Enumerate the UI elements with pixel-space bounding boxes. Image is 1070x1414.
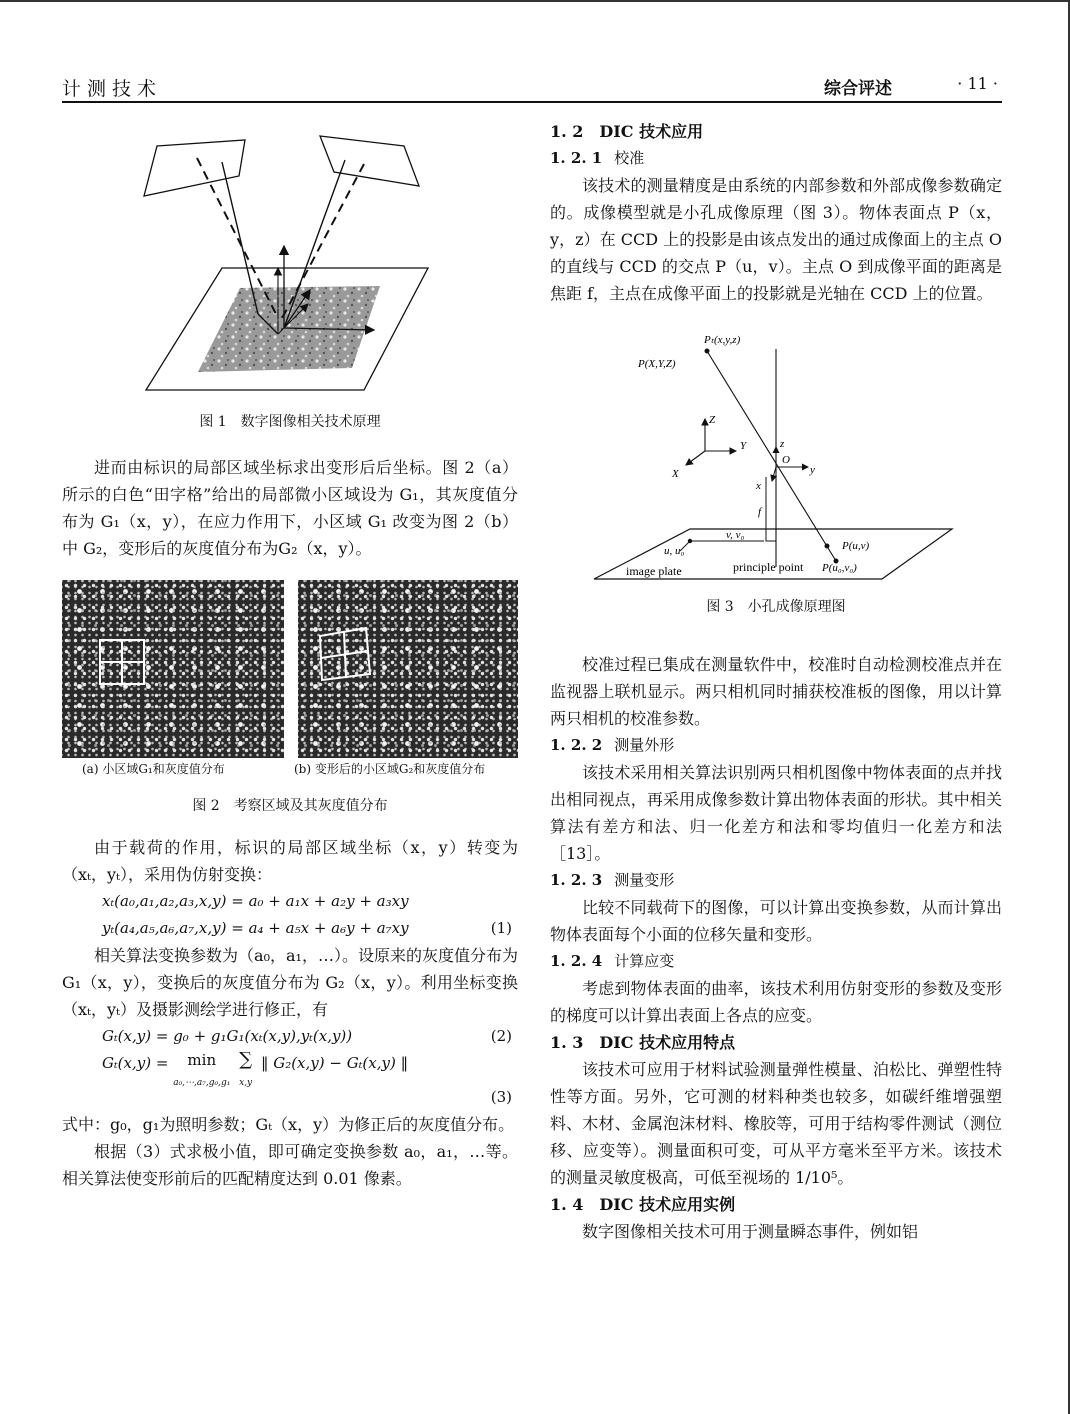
grid-marker-b [298, 580, 518, 758]
journal-name: 计测技术 [62, 78, 163, 100]
subsection-heading [550, 867, 1002, 894]
label-principle-point: principle point [733, 560, 804, 574]
paragraph: 该技术可应用于材料试验测量弹性模量、泊松比、弹塑性特性等方面。另外，它可测的材料种类也较多，如碳纤维增强塑料、木材、金属泡沫材料、橡胶等，可用于结构零件测试（测位移、应变等）。测量面积可变，可从平方毫米至平方米。该技术的测量灵敏度极高，可低至视场的 1/10⁵。 [550, 1060, 1002, 1187]
label-x: x [756, 480, 761, 492]
subsection-heading [550, 732, 1002, 759]
section-heading: 1. 2 DIC 技术应用 [550, 122, 704, 141]
label-Pt: Pₜ(x,y,z) [704, 334, 741, 346]
subsection-title: 测量变形 [614, 871, 675, 889]
pinhole-model-diagram [550, 329, 1002, 589]
equation-1b-text: yₜ(a₄,a₅,a₆,a₇,x,y) = a₄ + a₅x + a₆y + a₇xy [102, 919, 409, 937]
dic-principle-diagram [62, 118, 518, 418]
label-Y: Y [740, 440, 747, 452]
min-operator: min [187, 1051, 217, 1069]
figure-2 [62, 580, 518, 790]
equation-1b [62, 915, 518, 942]
section-heading: 1. 4 DIC 技术应用实例 [550, 1195, 736, 1214]
paragraph: 相关算法变换参数为（a₀，a₁，…）。设原来的灰度值分布为 G₁（x，y），变换后的灰度值分布为 G₂（x，y）。利用坐标变换（xₜ，yₜ）及摄影测绘学进行修正，有 [62, 946, 518, 1019]
paragraph: 式中：g₀，g₁为照明参数；Gₜ（x，y）为修正后的灰度值分布。 [62, 1115, 515, 1134]
grid-marker-a [62, 580, 284, 758]
figure-3 [550, 329, 1002, 629]
paragraph: 进而由标识的局部区域坐标求出变形后后坐标。图 2（a）所示的白色“田字格”给出的局部微小区域设为 G₁，其灰度值分布为 G₁（x，y），在应力作用下，小区域 G₁ 改变为图 2（b）中 G₂，变形后的灰度值分布为G₂（x，y）。 [62, 458, 518, 558]
left-column [62, 118, 518, 1192]
label-PXYZ: P(X,Y,Z) [638, 358, 676, 370]
equation-1a: xₜ(a₀,a₁,a₂,a₃,x,y) = a₀ + a₁x + a₂y + a₃xy [102, 892, 409, 910]
figure-2-caption: 图 2 考察区域及其灰度值分布 [192, 798, 388, 814]
equation-number: (1) [490, 919, 512, 937]
label-X: X [672, 468, 679, 480]
figure-3-caption: 图 3 小孔成像原理图 [706, 599, 846, 615]
paragraph: 考虑到物体表面的曲率，该技术利用仿射变形的参数及变形的梯度可以计算出表面上各点的应变。 [550, 979, 1002, 1025]
label-y: y [810, 464, 815, 476]
page-number: · 11 · [957, 74, 998, 93]
sum-subscript: x,y [239, 1078, 253, 1088]
subsection-number: 1. 2. 2 [550, 736, 603, 754]
subsection-title: 计算应变 [614, 952, 675, 970]
label-Puv: P(u,v) [842, 540, 870, 552]
paragraph: 由于载荷的作用，标识的局部区域坐标（x，y）转变为（xₜ，yₜ），采用伪仿射变换： [62, 838, 518, 884]
section-label: 综合评述 [824, 79, 892, 99]
figure-1-caption: 图 1 数字图像相关技术原理 [199, 414, 381, 430]
right-column [550, 118, 1002, 1245]
label-z: z [780, 438, 785, 450]
equation-3-rhs: ‖ G₂(x,y) − Gₜ(x,y) ‖ [260, 1054, 409, 1072]
paragraph: 校准过程已集成在测量软件中，校准时自动检测校准点并在监视器上联机显示。两只相机同时捕获校准板的图像，用以计算两只相机的校准参数。 [550, 655, 1002, 728]
page-border [0, 0, 1070, 2]
subsection-heading [550, 145, 1002, 172]
equation-3-number-row [62, 1084, 518, 1111]
paragraph: 比较不同载荷下的图像，可以计算出变换参数，从而计算出物体表面每个小面的位移矢量和变形。 [550, 898, 1002, 944]
subsection-heading [550, 948, 1002, 975]
section-heading: 1. 3 DIC 技术应用特点 [550, 1033, 736, 1052]
equation-2 [62, 1023, 518, 1050]
equation-number: (3) [490, 1088, 512, 1106]
label-P0: P(u₀,v₀) [822, 562, 857, 574]
equation-2-text: Gₜ(x,y) = g₀ + g₁G₁(xₜ(x,y),yₜ(x,y)) [102, 1027, 353, 1045]
figure-1 [62, 118, 518, 430]
figure-2b-label: (b) 变形后的小区域G₂和灰度值分布 [294, 762, 486, 776]
sum-operator: ∑ [239, 1049, 253, 1070]
subsection-number: 1. 2. 3 [550, 871, 603, 889]
equation-number: (2) [490, 1027, 512, 1045]
header-rule [62, 101, 1002, 103]
equation-3 [62, 1049, 518, 1088]
subsection-title: 测量外形 [614, 736, 675, 754]
min-subscript: a₀,⋯,a₇,g₀,g₁ [173, 1078, 231, 1088]
running-header [62, 74, 1002, 100]
label-vv: v, v₀ [726, 529, 745, 541]
equation-3-lhs: Gₜ(x,y) = [102, 1054, 174, 1072]
label-Z: Z [709, 414, 716, 426]
subsection-number: 1. 2. 4 [550, 952, 603, 970]
figure-2a-label: (a) 小区域G₁和灰度值分布 [82, 762, 225, 776]
label-O: O [782, 454, 790, 466]
label-f: f [758, 506, 762, 518]
paragraph: 该技术的测量精度是由系统的内部参数和外部成像参数确定的。成像模型就是小孔成像原理（图 3）。物体表面点 P（x，y，z）在 CCD 上的投影是由该点发出的通过成像面上的主点 O 的直线与 CCD 的交点 P（u，v）。主点 O 到成像平面的距离是焦距 f，主点在成像平面上的投影就是光轴在 CCD 上的位置。 [550, 176, 1002, 303]
subsection-number: 1. 2. 1 [550, 149, 603, 167]
paragraph: 数字图像相关技术可用于测量瞬态事件，例如铝 [582, 1222, 919, 1241]
paragraph: 根据（3）式求极小值，即可确定变换参数 a₀，a₁，…等。相关算法使变形前后的匹配精度达到 0.01 像素。 [62, 1142, 518, 1188]
subsection-title: 校准 [614, 149, 645, 167]
label-image-plate: image plate [626, 564, 682, 578]
paragraph: 该技术采用相关算法识别两只相机图像中物体表面的点并找出相同视点，再采用成像参数计算出物体表面的形状。其中相关算法有差方和法、归一化差方和法和零均值归一化差方和法［13］。 [550, 763, 1002, 863]
label-uu: u, u₀ [664, 545, 685, 557]
